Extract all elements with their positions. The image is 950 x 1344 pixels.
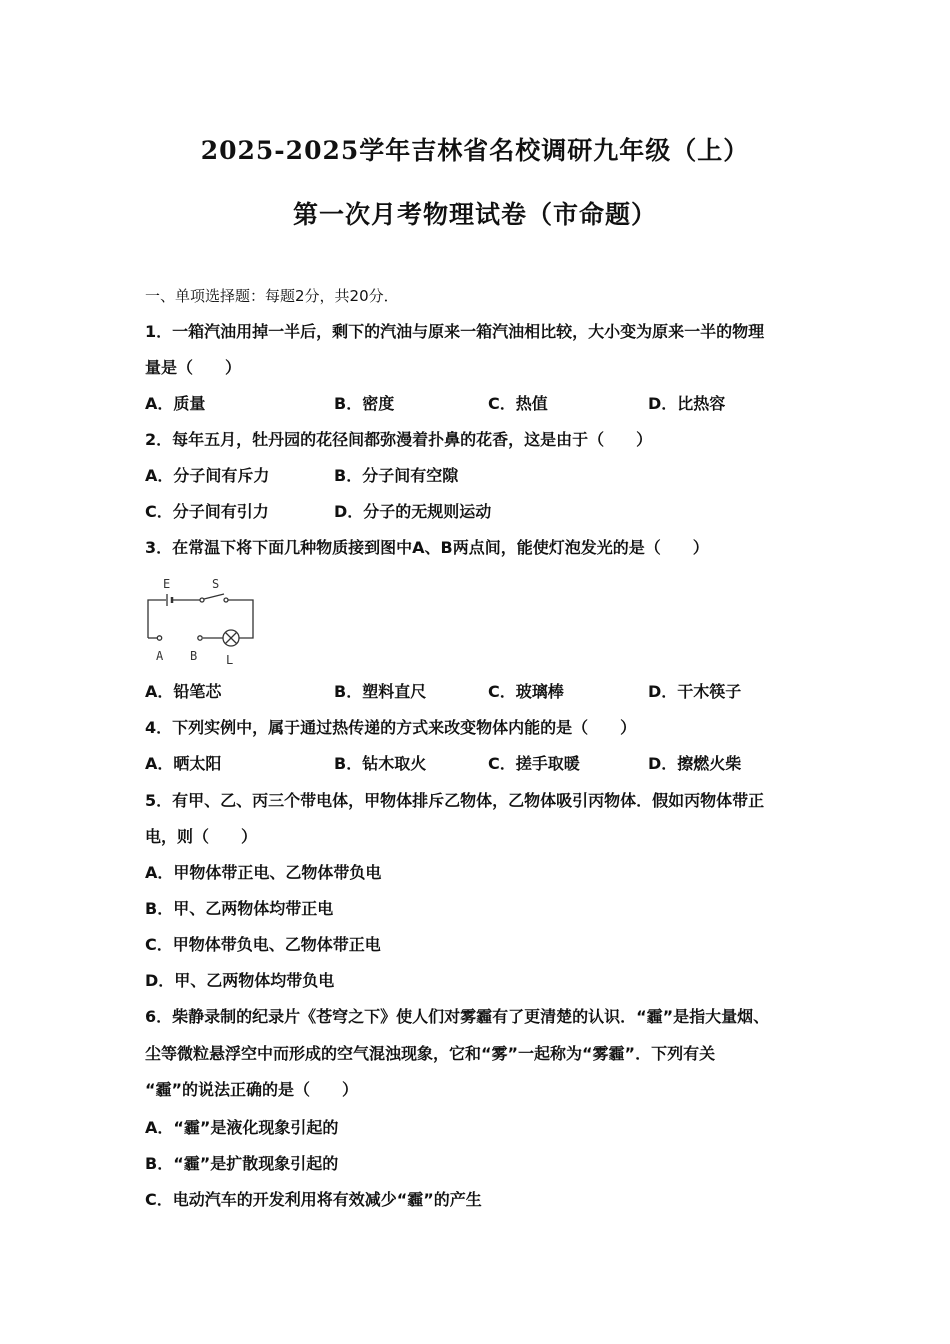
label-s: S: [212, 577, 220, 591]
q1-option-d: D．比热容: [648, 394, 726, 413]
q1-option-c: C．热值: [488, 394, 548, 413]
exam-title-line2: 第一次月考物理试卷（市命题）: [292, 200, 657, 229]
q2-option-a: A．分子间有斥力: [145, 466, 270, 485]
q5-stem-line2: 电，则（ ）: [145, 827, 258, 846]
q2-stem: 2．每年五月，牡丹园的花径间都弥漫着扑鼻的花香，这是由于（ ）: [145, 430, 653, 449]
q6-stem-line1: 6．柴静录制的纪录片《苍穹之下》使人们对雾霾有了更清楚的认识．“霾”是指大量烟、: [145, 1007, 770, 1026]
circuit-wire: [148, 600, 166, 638]
label-e: E: [163, 577, 171, 591]
q1-option-a: A．质量: [145, 394, 206, 413]
q6-stem-line2: 尘等微粒悬浮空中而形成的空气混浊现象，它和“雾”一起称为“雾霾”．下列有关: [145, 1044, 716, 1063]
terminal-b: [198, 636, 202, 640]
q1-stem-line1: 1．一箱汽油用掉一半后，剩下的汽油与原来一箱汽油相比较，大小变为原来一半的物理: [145, 322, 765, 341]
q4-option-a: A．晒太阳: [145, 754, 222, 773]
q1-stem-line2: 量是（ ）: [145, 358, 242, 377]
section-heading: 一、单项选择题：每题2分，共20分．: [145, 287, 399, 305]
q6-option-b: B．“霾”是扩散现象引起的: [145, 1154, 339, 1173]
q6-option-c: C．电动汽车的开发利用将有效减少“霾”的产生: [145, 1190, 482, 1209]
q4-option-d: D．擦燃火柴: [648, 754, 742, 773]
q5-option-b: B．甲、乙两物体均带正电: [145, 899, 334, 918]
terminal-a: [157, 636, 161, 640]
q3-option-c: C．玻璃棒: [488, 682, 564, 701]
circuit-wire: [228, 600, 253, 638]
switch-contact: [224, 598, 228, 602]
q4-stem: 4．下列实例中，属于通过热传递的方式来改变物体内能的是（ ）: [145, 718, 637, 737]
q2-option-c: C．分子间有引力: [145, 502, 269, 521]
exam-title-line1: 2025-2025学年吉林省名校调研九年级（上）: [200, 136, 750, 165]
switch-contact: [200, 598, 204, 602]
q3-option-b: B．塑料直尺: [334, 682, 427, 701]
label-l: L: [226, 653, 234, 667]
label-a: A: [156, 649, 164, 663]
q3-circuit-diagram: [140, 576, 260, 668]
q5-option-c: C．甲物体带负电、乙物体带正电: [145, 935, 381, 954]
q6-option-a: A．“霾”是液化现象引起的: [145, 1118, 339, 1137]
q6-stem-line3: “霾”的说法正确的是（ ）: [145, 1080, 359, 1099]
q3-stem: 3．在常温下将下面几种物质接到图中A、B两点间，能使灯泡发光的是（ ）: [145, 538, 709, 557]
q4-option-c: C．搓手取暖: [488, 754, 580, 773]
q1-option-b: B．密度: [334, 394, 395, 413]
q3-option-d: D．干木筷子: [648, 682, 742, 701]
label-b: B: [190, 649, 198, 663]
q3-option-a: A．铅笔芯: [145, 682, 222, 701]
q5-option-a: A．甲物体带正电、乙物体带负电: [145, 863, 382, 882]
q5-stem-line1: 5．有甲、乙、丙三个带电体，甲物体排斥乙物体，乙物体吸引丙物体．假如丙物体带正: [145, 791, 765, 810]
q4-option-b: B．钻木取火: [334, 754, 427, 773]
q2-option-d: D．分子的无规则运动: [334, 502, 492, 521]
q2-option-b: B．分子间有空隙: [334, 466, 459, 485]
switch-lever: [204, 594, 224, 599]
q5-option-d: D．甲、乙两物体均带负电: [145, 971, 335, 990]
